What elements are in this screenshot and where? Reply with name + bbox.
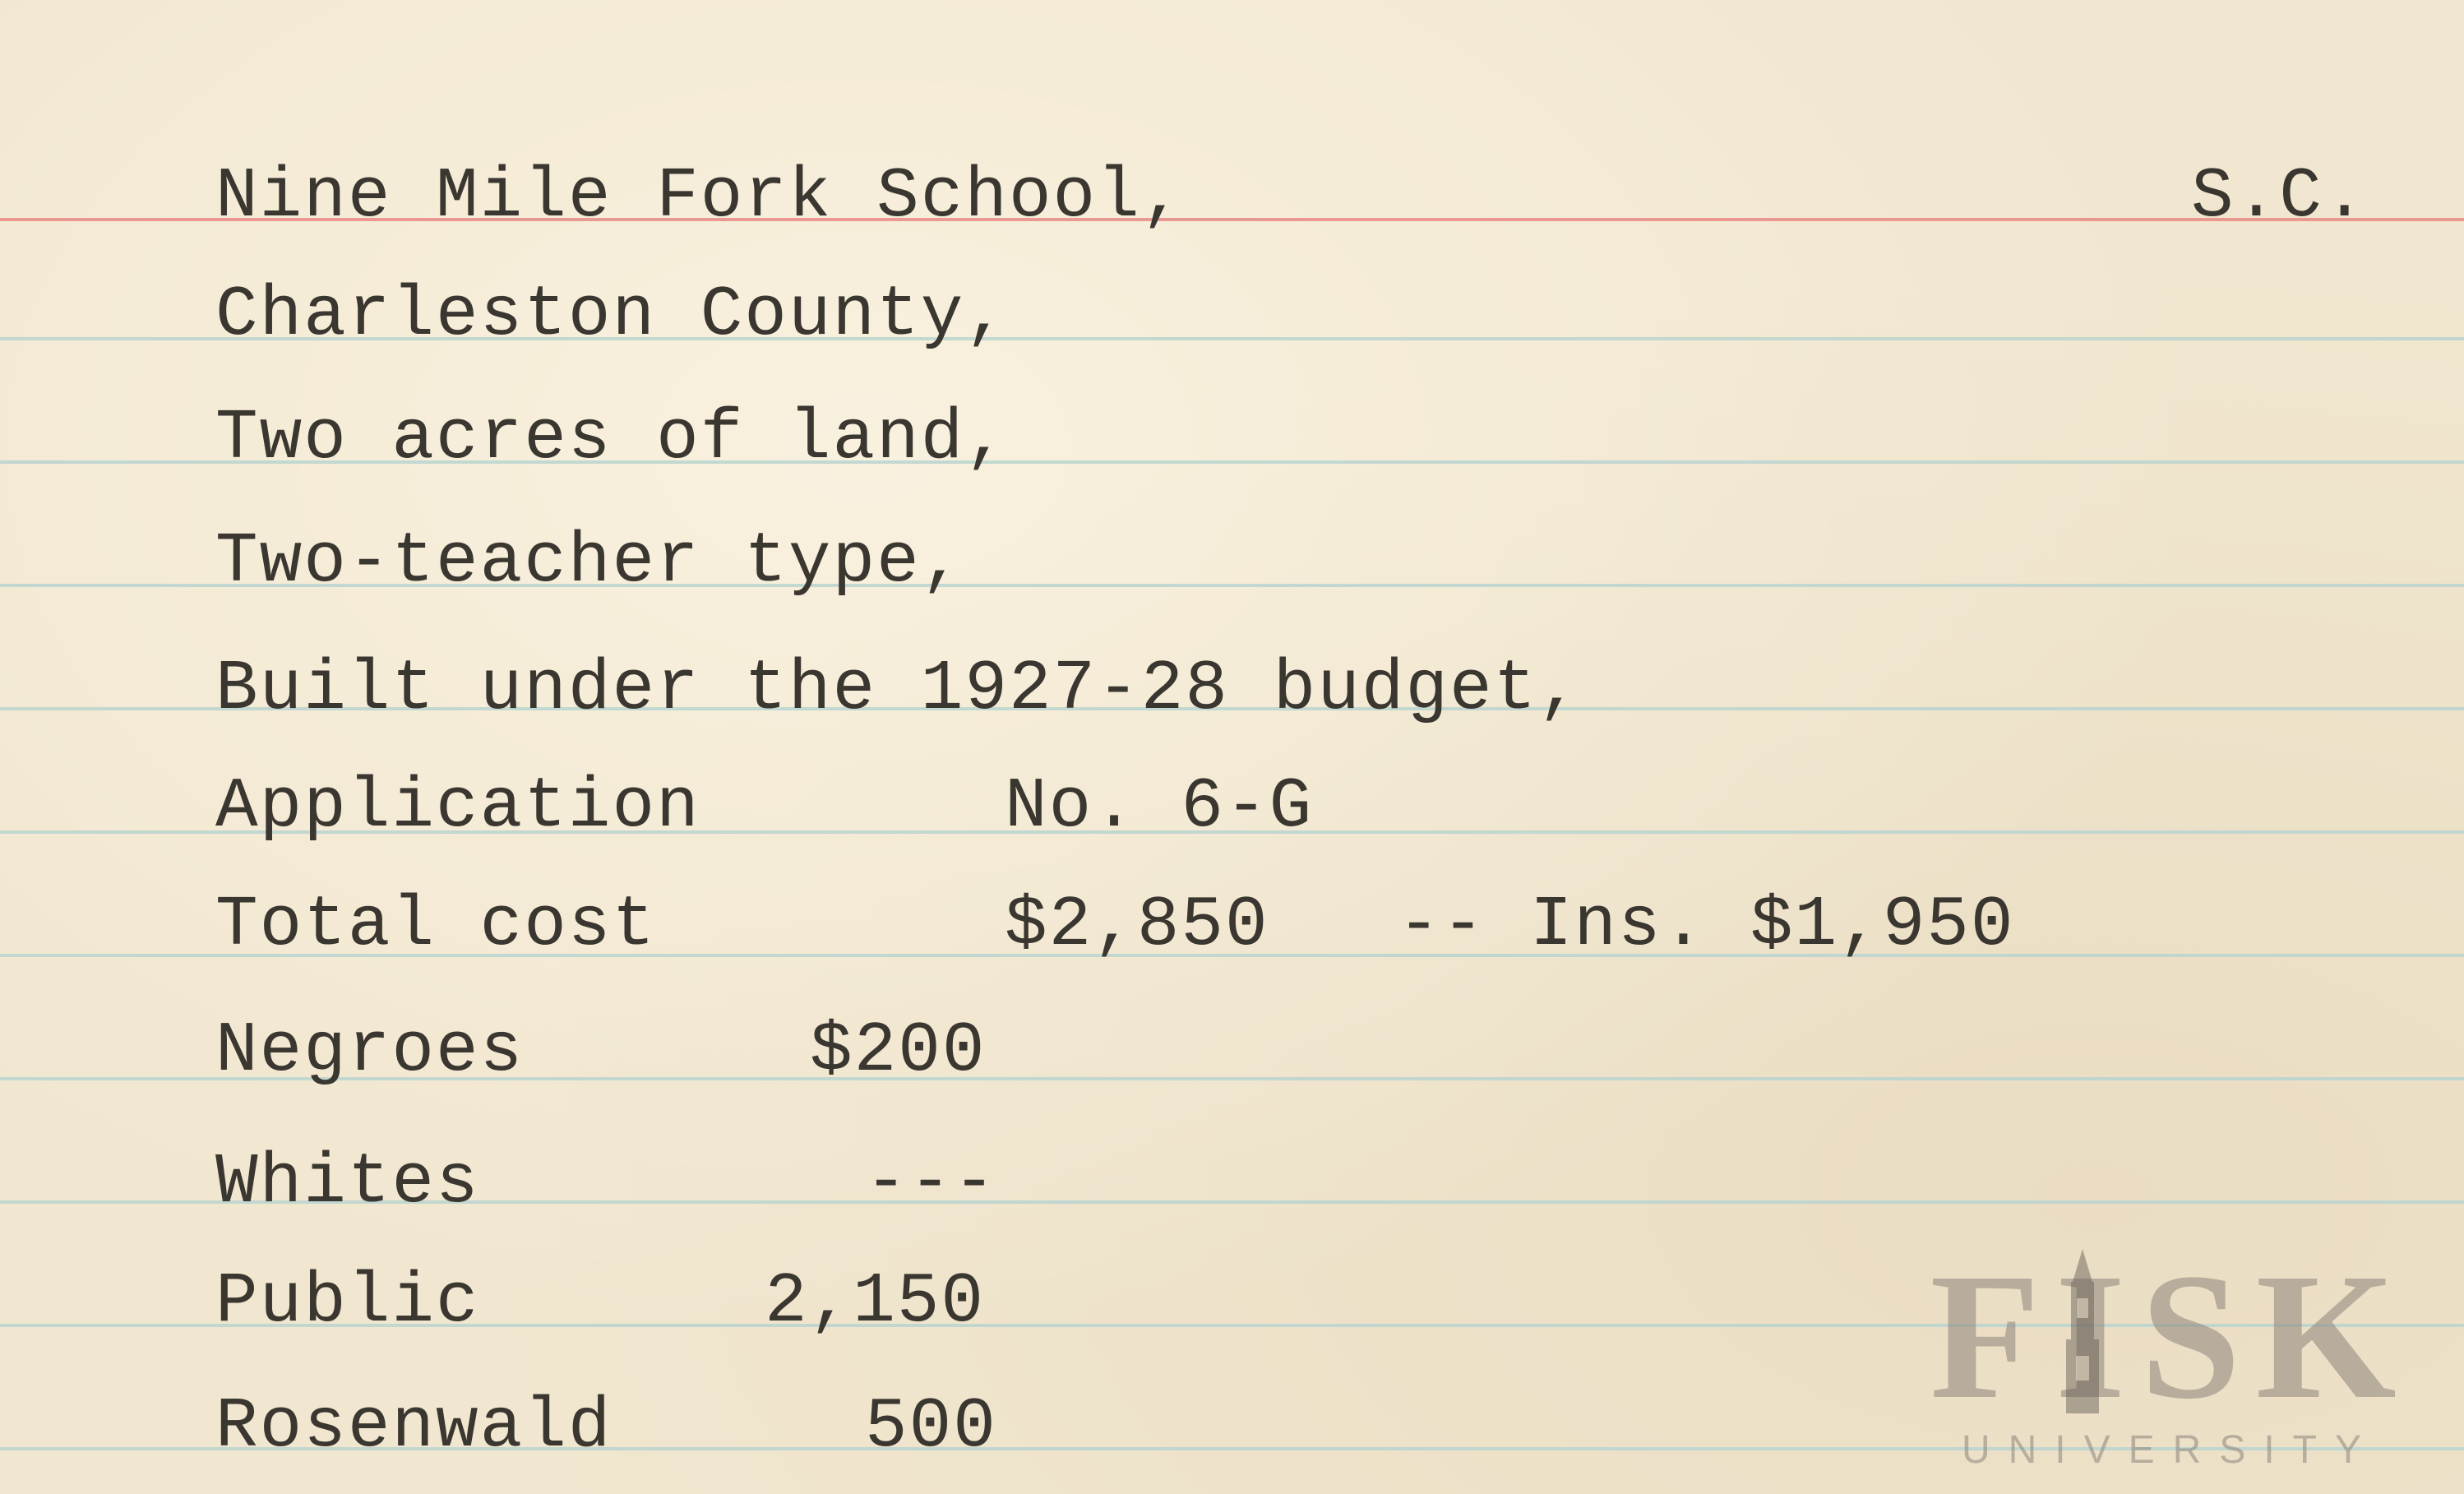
whites-label: Whites: [215, 1142, 480, 1223]
budget-line: Built under the 1927-28 budget,: [215, 649, 1582, 729]
state-label: S.C.: [2191, 156, 2368, 237]
school-name: Nine Mile Fork School,: [215, 156, 1186, 237]
rosenwald-label: Rosenwald: [215, 1386, 613, 1467]
logo-subtitle: UNIVERSITY: [1961, 1428, 2380, 1472]
logo-wordmark: FISK: [1930, 1236, 2411, 1436]
insurance-value: -- Ins. $1,950: [1398, 885, 2015, 965]
fisk-university-logo: [1899, 1236, 2442, 1476]
negroes-amount: $200: [810, 1011, 987, 1091]
application-number: No. 6-G: [1005, 766, 1314, 847]
total-cost-label: Total cost: [215, 885, 657, 965]
whites-amount: ---: [865, 1142, 997, 1223]
total-cost-value: $2,850: [1005, 885, 1269, 965]
tower-icon: [2033, 1249, 2132, 1413]
type-line: Two-teacher type,: [215, 521, 965, 602]
application-label: Application: [215, 766, 700, 847]
rosenwald-amount: 500: [865, 1386, 997, 1467]
land-line: Two acres of land,: [215, 398, 1009, 479]
public-amount: 2,150: [765, 1261, 986, 1342]
negroes-label: Negroes: [215, 1011, 525, 1091]
public-label: Public: [215, 1261, 480, 1342]
county-line: Charleston County,: [215, 275, 1009, 355]
